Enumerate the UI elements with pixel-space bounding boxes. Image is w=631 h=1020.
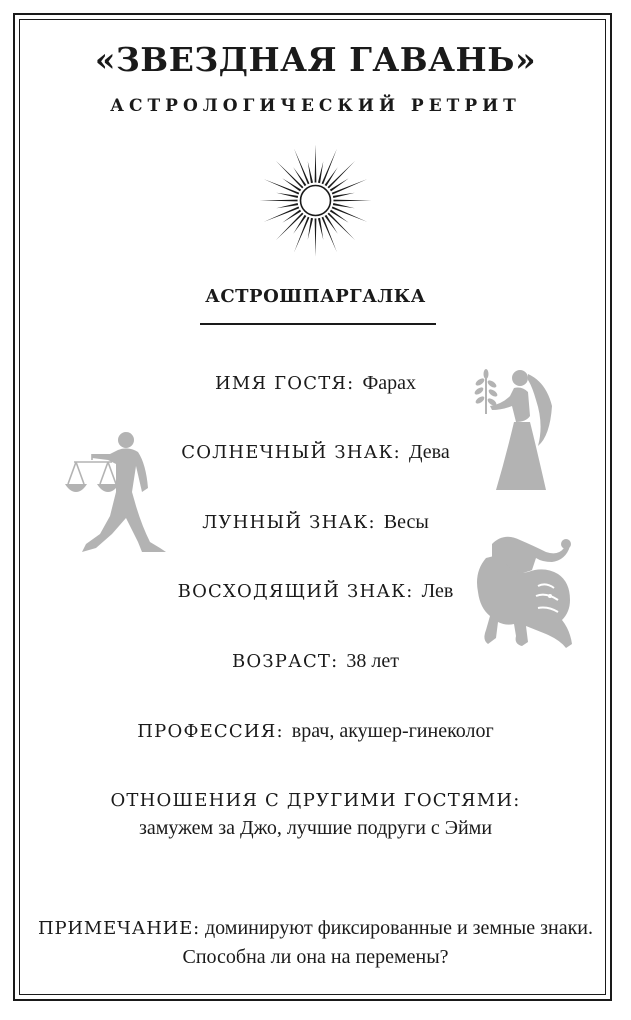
sun-ray [260,200,298,202]
sun-ray [293,167,306,186]
sun-ray [330,210,349,223]
sun-ray [282,178,301,191]
sun-ray [328,161,356,189]
moon-sign-label: ЛУННЫЙ ЗНАК: [202,512,376,533]
sun-ray [328,213,356,241]
sun-ray [308,161,313,183]
sun-ray [318,218,323,240]
guest-name-label: ИМЯ ГОСТЯ: [214,373,355,394]
sun-ray [333,200,371,202]
profession-row [0,720,631,743]
leo-figure-icon [466,530,576,652]
section-divider [200,323,436,325]
sun-ray [276,161,304,189]
sun-ray [315,145,317,183]
guest-name-value: Фарах [362,372,416,394]
sun-ray [308,218,313,240]
section-title: АСТРОШПАРГАЛКА [205,286,426,307]
sun-ray [293,215,306,234]
sun-sign-value: Дева [408,441,450,463]
sun-ray [318,161,323,183]
rising-sign-value: Лев [421,580,454,602]
sun-ray [276,203,298,208]
sun-ray [333,203,355,208]
profession-value: врач, акушер-гинеколог [291,720,494,742]
age-value: 38 лет [346,650,399,672]
moon-sign-value: Весы [383,511,429,533]
sun-ray [276,213,304,241]
sun-ray [325,215,338,234]
note-block [30,914,601,971]
rising-sign-label: ВОСХОДЯЩИЙ ЗНАК: [177,581,414,602]
libra-figure-icon [62,430,174,554]
sun-ray [333,193,355,198]
relations-value: замужем за Джо, лучшие подруги с Эйми [138,817,493,839]
retreat-subtitle: АСТРОЛОГИЧЕСКИЙ РЕТРИТ [110,96,521,116]
relations-label-row [0,790,631,811]
sun-sign-label: СОЛНЕЧНЫЙ ЗНАК: [181,442,401,463]
retreat-title: «ЗВЕЗДНАЯ ГАВАНЬ» [94,40,537,79]
age-row [0,650,631,673]
sun-ray [276,193,298,198]
sun-ray [315,218,317,256]
note-text: доминируют фиксированные и земные знаки. Способна ли она на перемены? [182,917,594,968]
sun-ray [282,210,301,223]
virgo-figure-icon [466,366,561,496]
note-label: ПРИМЕЧАНИЕ: [37,918,200,939]
sun-ray [330,178,349,191]
age-label: ВОЗРАСТ: [232,651,339,672]
profession-label: ПРОФЕССИЯ: [137,721,284,742]
sun-ray [325,167,338,186]
relations-label: ОТНОШЕНИЯ С ДРУГИМИ ГОСТЯМИ: [110,790,521,811]
sun-burst-icon [258,143,373,258]
